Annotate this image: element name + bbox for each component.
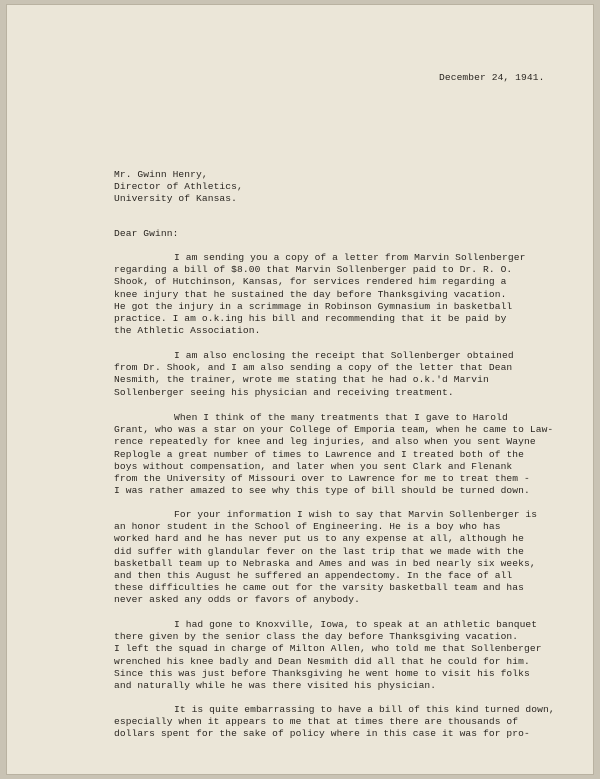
text-line: worked hard and he has never put us to any expense at all, although he	[114, 533, 525, 545]
text-line: I was rather amazed to see why this type of bill should be turned down.	[114, 485, 530, 497]
text-line: from the University of Missouri over to Lawrence for me to treat them -	[114, 473, 530, 485]
text-line: Since this was just before Thanksgiving he went home to visit his folks	[114, 667, 530, 679]
text-line: Nesmith, the trainer, wrote me stating that he had o.k.'d Marvin	[114, 374, 489, 386]
text-line: and naturally while he was there visited his physician.	[114, 680, 437, 692]
paragraph-5	[114, 619, 554, 692]
paragraph-6	[114, 704, 554, 741]
text-line: rence repeatedly for knee and leg injuries, and also when you sent Wayne	[114, 436, 536, 448]
text-line: He got the injury in a scrimmage in Robinson Gymnasium in basketball	[114, 300, 513, 312]
recipient-address	[114, 169, 243, 206]
text-line: these difficulties he came out for the varsity basketball team and has	[114, 582, 525, 594]
text-line: knee injury that he sustained the day before Thanksgiving vacation.	[114, 288, 507, 300]
text-line: For your information I wish to say that Marvin Sollenberger is	[174, 509, 538, 520]
text-line: the Athletic Association.	[114, 325, 261, 337]
text-line: I had gone to Knoxville, Iowa, to speak at an athletic banquet	[174, 619, 538, 630]
text-line: from Dr. Shook, and I am also sending a copy of the letter that Dean	[114, 362, 513, 374]
address-line: University of Kansas.	[114, 193, 238, 205]
text-line: an honor student in the School of Engineering. He is a boy who has	[114, 521, 501, 533]
text-line: Grant, who was a star on your College of Emporia team, when he came to Law-	[114, 424, 554, 436]
address-line: Director of Athletics,	[114, 181, 243, 193]
text-line: Shook, of Hutchinson, Kansas, for services rendered him regarding a	[114, 276, 507, 288]
text-line: practice. I am o.k.ing his bill and recommending that it be paid by	[114, 313, 507, 325]
text-line: I am also enclosing the receipt that Sollenberger obtained	[174, 350, 514, 361]
paragraph-3	[114, 412, 554, 497]
text-line: never asked any odds or favors of anybody.	[114, 594, 361, 606]
salutation: Dear Gwinn:	[114, 228, 179, 239]
paragraph-1	[114, 252, 554, 337]
paragraph-4	[114, 509, 554, 607]
paragraph-2	[114, 350, 554, 399]
text-line: regarding a bill of $8.00 that Marvin Sollenberger paid to Dr. R. O.	[114, 264, 513, 276]
letter-page	[6, 4, 594, 775]
text-line: Replogle a great number of times to Lawrence and I treated both of the	[114, 448, 525, 460]
text-line: and then this August he suffered an appendectomy. In the face of all	[114, 570, 513, 582]
text-line: I am sending you a copy of a letter from Marvin Sollenberger	[174, 252, 526, 263]
text-line: Sollenberger seeing his physician and receiving treatment.	[114, 386, 454, 398]
letter-date: December 24, 1941.	[439, 72, 545, 83]
text-line: It is quite embarrassing to have a bill of this kind turned down,	[174, 704, 555, 715]
text-line: dollars spent for the sake of policy where in this case it was for pro-	[114, 728, 530, 740]
text-line: boys without compensation, and later when you sent Clark and Flenank	[114, 460, 513, 472]
address-line: Mr. Gwinn Henry,	[114, 169, 208, 180]
text-line: When I think of the many treatments that I gave to Harold	[174, 412, 508, 423]
text-line: I left the squad in charge of Milton Allen, who told me that Sollenberger	[114, 643, 542, 655]
text-line: there given by the senior class the day before Thanksgiving vacation.	[114, 631, 519, 643]
text-line: did suffer with glandular fever on the last trip that we made with the	[114, 545, 525, 557]
text-line: basketball team up to Nebraska and Ames and was in bed nearly six weeks,	[114, 557, 536, 569]
text-line: especially when it appears to me that at times there are thousands of	[114, 716, 519, 728]
text-line: wrenched his knee badly and Dean Nesmith did all that he could for him.	[114, 655, 530, 667]
